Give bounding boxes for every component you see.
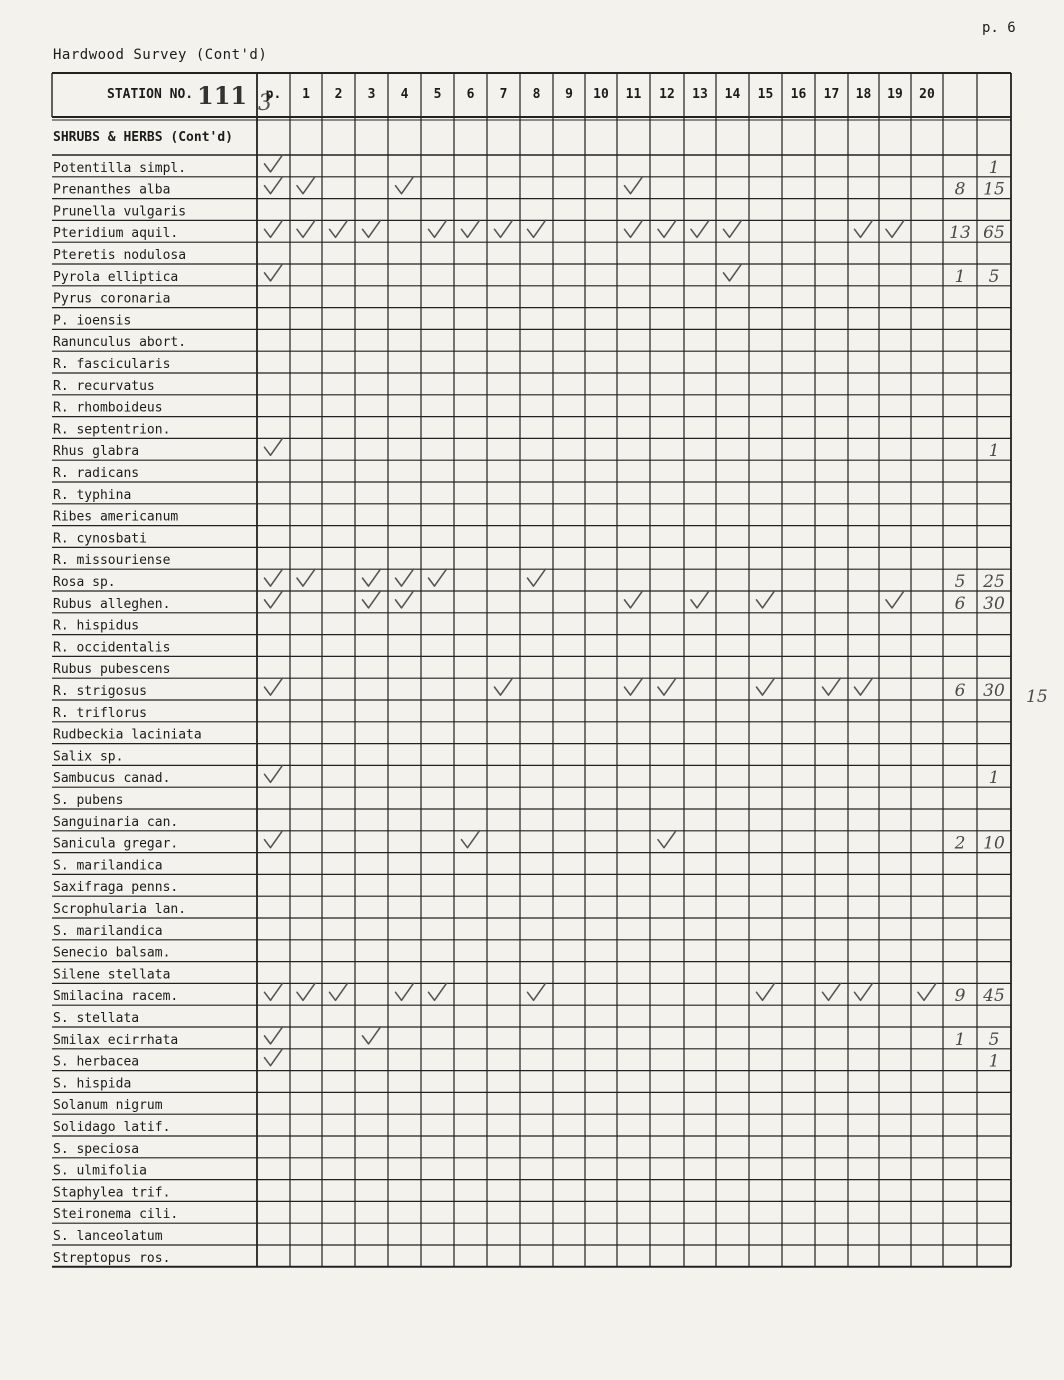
check-mark [265, 264, 283, 281]
stations-count: 5 [954, 572, 966, 592]
species-name: S. hispida [53, 1076, 132, 1092]
species-name: S. stellata [53, 1011, 140, 1026]
species-name: Scrophularia lan. [53, 902, 187, 917]
table-row [52, 678, 1011, 701]
species-name: R. triflorus [53, 705, 147, 721]
check-mark [724, 220, 742, 237]
table-row [52, 591, 1011, 614]
stations-count: 9 [954, 986, 966, 1007]
check-mark [855, 983, 873, 1000]
check-mark [330, 983, 348, 1000]
species-name: R. recurvatus [53, 378, 155, 394]
table-row [52, 1207, 1011, 1223]
column-header: 4 [400, 87, 409, 102]
check-mark [396, 591, 414, 608]
check-mark [265, 1027, 283, 1044]
species-name: S. speciosa [53, 1141, 140, 1157]
check-mark [823, 983, 841, 1000]
check-mark [265, 220, 283, 237]
column-header: 12 [659, 87, 675, 102]
table-row [52, 946, 1011, 962]
check-mark [528, 569, 546, 586]
column-header: 14 [724, 87, 741, 102]
check-mark [297, 569, 315, 586]
check-mark [363, 569, 381, 586]
frequency-total: 1 [988, 1051, 1000, 1072]
table-row [52, 1229, 1011, 1245]
check-mark [918, 983, 936, 1000]
stations-count: 1 [954, 1029, 966, 1050]
species-name: Sambucus canad. [53, 771, 171, 787]
table-row [52, 569, 1011, 592]
table-row [52, 880, 1011, 896]
species-name: R. septentrion. [53, 422, 171, 438]
frequency-total: 1 [988, 441, 1000, 462]
table-row [52, 248, 1011, 264]
check-mark [625, 591, 643, 608]
species-name: Sanguinaria can. [53, 814, 179, 830]
frequency-total: 30 [983, 681, 1005, 701]
species-name: Prunella vulgaris [53, 204, 187, 220]
table-row [52, 662, 1011, 678]
frequency-total: 15 [983, 179, 1005, 200]
frequency-total: 65 [983, 223, 1005, 244]
species-name: Rhus glabra [53, 444, 140, 460]
column-header: 2 [334, 87, 343, 102]
species-name: Solidago latif. [53, 1120, 171, 1135]
table-row [52, 1251, 1011, 1267]
stations-count: 1 [954, 266, 966, 287]
table-row [52, 292, 1011, 308]
document-title: Hardwood Survey (Cont'd) [53, 47, 268, 63]
table-row [52, 1098, 1011, 1114]
check-mark [265, 1049, 283, 1066]
frequency-total: 25 [983, 572, 1005, 592]
table-row [52, 619, 1011, 635]
check-mark [658, 678, 676, 695]
check-mark [528, 220, 546, 237]
table-row [52, 1120, 1011, 1136]
table-row [52, 749, 1011, 765]
table-row [52, 438, 1011, 461]
frequency-total: 1 [988, 768, 1000, 789]
column-header: 15 [757, 87, 774, 102]
section-heading: SHRUBS & HERBS (Cont'd) [53, 130, 234, 145]
column-header: 19 [887, 87, 903, 102]
table-row [52, 401, 1011, 417]
table-row [52, 531, 1011, 547]
species-name: Pteretis nodulosa [53, 248, 187, 263]
check-mark [363, 591, 381, 608]
column-header: 10 [593, 87, 609, 102]
column-header: 11 [625, 87, 642, 102]
column-header: 6 [466, 87, 475, 102]
check-mark [429, 220, 447, 237]
check-mark [396, 569, 414, 586]
frequency-total: 5 [988, 1029, 1000, 1050]
species-name: Rubus alleghen. [53, 596, 171, 612]
column-header: 13 [692, 87, 708, 102]
species-name: R. cynosbati [53, 531, 147, 547]
table-row [52, 815, 1011, 831]
species-name: Pyrus coronaria [53, 291, 171, 307]
check-mark [625, 220, 643, 237]
check-mark [625, 177, 643, 194]
check-mark [462, 220, 480, 237]
species-name: S. herbacea [53, 1054, 140, 1070]
column-header: 3 [367, 87, 376, 102]
table-row [52, 1049, 1011, 1072]
table-row [52, 858, 1011, 874]
species-rows [52, 155, 1011, 1267]
stations-count: 6 [954, 593, 966, 614]
check-mark [691, 220, 709, 237]
species-name: S. ulmifolia [53, 1163, 147, 1179]
check-mark [265, 678, 283, 695]
species-name: Smilacina racem. [53, 989, 179, 1005]
species-name: Solanum nigrum [53, 1098, 163, 1114]
species-name: R. radicans [53, 466, 140, 481]
check-mark [724, 264, 742, 281]
column-header: 7 [499, 87, 508, 102]
column-header: p. [265, 87, 282, 102]
column-header: 1 [302, 87, 310, 102]
column-header: 17 [823, 87, 840, 102]
table-row [52, 765, 1011, 788]
column-header: 16 [790, 87, 807, 102]
check-mark [886, 591, 904, 608]
column-header: 5 [433, 87, 442, 102]
table-row [52, 264, 1011, 287]
check-mark [265, 765, 283, 782]
check-mark [265, 569, 283, 586]
check-mark [528, 983, 546, 1000]
species-name: Sanicula gregar. [53, 836, 179, 852]
species-name: Saxifraga penns. [53, 880, 179, 896]
check-mark [658, 831, 676, 848]
table-row [52, 1076, 1011, 1092]
species-name: R. hispidus [53, 618, 140, 634]
table-row [52, 1011, 1011, 1027]
species-name: Pteridium aquil. [53, 226, 179, 242]
table-row [52, 1164, 1011, 1180]
species-name: Pyrola elliptica [53, 269, 179, 285]
table-row [52, 902, 1011, 918]
species-name: Rubus pubescens [53, 662, 171, 678]
stations-count: 6 [954, 681, 966, 701]
check-mark [495, 678, 513, 695]
frequency-total: 45 [983, 986, 1005, 1007]
table-row [52, 553, 1011, 569]
frequency-total: 10 [983, 833, 1005, 854]
frequency-total: 30 [983, 593, 1005, 614]
species-name: Ranunculus abort. [53, 335, 187, 351]
species-name: R. strigosus [53, 684, 147, 699]
check-mark [691, 591, 709, 608]
check-mark [658, 220, 676, 237]
table-grid [52, 73, 1011, 1267]
check-mark [330, 220, 348, 237]
check-mark [363, 1027, 381, 1044]
table-row [52, 967, 1011, 983]
margin-note: 15 [1026, 687, 1048, 707]
table-row [52, 924, 1011, 940]
table-row [52, 983, 1011, 1006]
check-mark [495, 220, 513, 237]
species-name: Senecio balsam. [53, 945, 171, 961]
check-mark [429, 983, 447, 1000]
species-name: Rudbeckia laciniata [53, 727, 202, 743]
station-number: 111 [197, 81, 248, 110]
check-mark [855, 220, 873, 237]
species-name: Ribes americanum [53, 509, 179, 525]
frequency-total: 5 [988, 266, 1000, 287]
table-row [52, 466, 1011, 482]
check-mark [265, 177, 283, 194]
species-name: Potentilla simpl. [53, 160, 187, 176]
species-name: Salix sp. [53, 749, 124, 765]
check-mark [396, 177, 414, 194]
species-name: Rosa sp. [53, 575, 116, 590]
species-name: S. pubens [53, 793, 124, 808]
check-mark [757, 678, 775, 695]
table-row [52, 1027, 1011, 1050]
species-name: R. rhomboideus [53, 400, 163, 416]
table-row [52, 1142, 1011, 1158]
species-name: S. marilandica [53, 858, 163, 874]
table-row [52, 204, 1011, 220]
table-row [52, 357, 1011, 373]
table-row [52, 379, 1011, 395]
species-name: Smilax ecirrhata [53, 1032, 179, 1048]
check-mark [297, 983, 315, 1000]
check-mark [297, 177, 315, 194]
check-mark [429, 569, 447, 586]
table-row [52, 335, 1011, 351]
species-name: Prenanthes alba [53, 182, 171, 198]
table-row [52, 793, 1011, 809]
stations-count: 2 [954, 833, 966, 854]
check-mark [265, 831, 283, 848]
species-name: P. ioensis [53, 313, 132, 329]
check-mark [823, 678, 841, 695]
table-row [52, 728, 1011, 744]
stations-count: 13 [949, 223, 971, 244]
species-name: Streptopus ros. [53, 1250, 171, 1266]
table-row [52, 422, 1011, 438]
species-name: S. lanceolatum [53, 1229, 163, 1244]
check-mark [265, 438, 283, 455]
check-mark [462, 831, 480, 848]
check-mark [855, 678, 873, 695]
page-number: p. 6 [982, 20, 1016, 36]
species-name: R. missouriense [53, 553, 171, 569]
check-mark [265, 591, 283, 608]
table-row [52, 177, 1011, 200]
column-header: 20 [919, 87, 935, 102]
check-mark [625, 678, 643, 695]
table-row [52, 1185, 1011, 1201]
species-name: Staphylea trif. [53, 1185, 171, 1201]
species-name: R. occidentalis [53, 640, 171, 656]
station-label: STATION NO. [107, 87, 194, 102]
check-mark [363, 220, 381, 237]
stations-count: 8 [954, 179, 966, 200]
check-mark [265, 983, 283, 1000]
species-name: R. fascicularis [53, 357, 171, 372]
column-header: 9 [565, 87, 573, 102]
check-mark [886, 220, 904, 237]
frequency-total: 1 [988, 157, 1000, 178]
species-name: Silene stellata [53, 967, 171, 983]
column-headers [266, 87, 935, 102]
table-row [52, 220, 1011, 243]
species-name: S. marilandica [53, 923, 163, 939]
column-header: 18 [855, 87, 872, 102]
column-header: 8 [532, 87, 541, 102]
check-mark [757, 983, 775, 1000]
table-row [52, 510, 1011, 526]
species-name: Steironema cili. [53, 1207, 179, 1223]
species-name: R. typhina [53, 487, 132, 503]
station-number-handwritten: 3 [258, 91, 272, 116]
table-row [52, 640, 1011, 656]
check-mark [265, 155, 283, 172]
table-row [52, 313, 1011, 329]
table-row [52, 155, 1011, 178]
check-mark [396, 983, 414, 1000]
table-row [52, 488, 1011, 504]
table-row [52, 831, 1011, 854]
check-mark [297, 220, 315, 237]
check-mark [757, 591, 775, 608]
table-row [52, 706, 1011, 722]
